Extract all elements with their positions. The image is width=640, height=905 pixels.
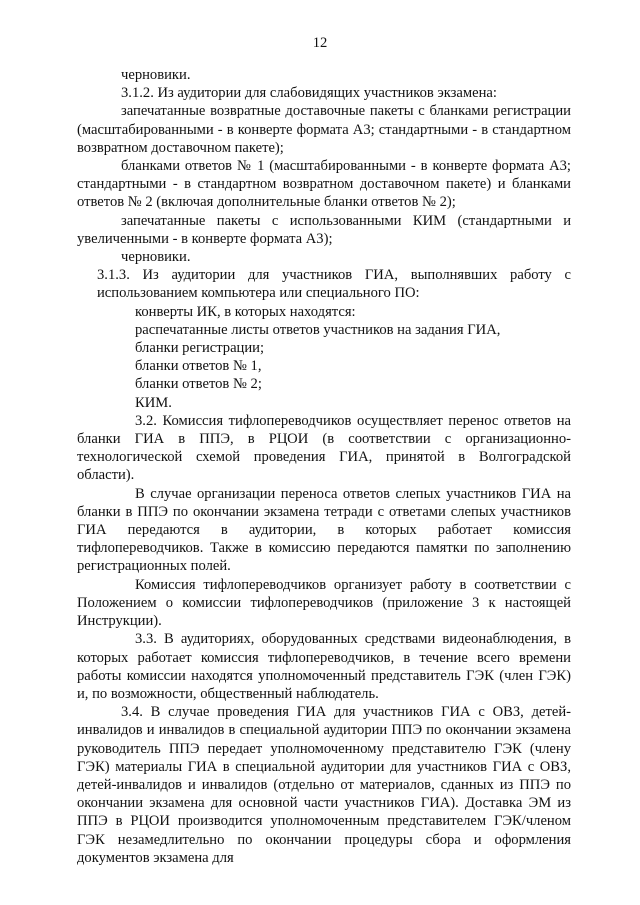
page-number: 12 xyxy=(312,35,328,51)
paragraph: бланки ответов № 2; xyxy=(135,376,262,393)
paragraph: запечатанные пакеты с использованными КИМ (стандартными и увеличенными - в конверте формата А3); xyxy=(77,212,571,247)
paragraph: бланки регистрации; xyxy=(135,340,265,357)
paragraph: запечатанные возвратные доставочные пакеты с бланками регистрации (масштабированными - в конверте формата А3; стандартными - в стандартном возвратном доставочном пакете); xyxy=(77,103,571,156)
paragraph: 3.2. Комиссия тифлопереводчиков осуществляет перенос ответов на бланки ГИА в ППЭ, в РЦОИ (в соответствии с организационно-технологической схемой проведения ГИА, принятой в Волгоградской области). xyxy=(77,412,571,484)
paragraph: 3.1.3. Из аудитории для участников ГИА, выполнявших работу с использованием компьютера или специального ПО: xyxy=(97,267,571,302)
paragraph: черновики. xyxy=(121,249,191,266)
paragraph: В случае организации переноса ответов слепых участников ГИА на бланки в ППЭ по окончании экзамена тетради с ответами слепых участников ГИА передаются в аудитории, в которых работает комиссия тифлопереводчиков. Также в комиссию передаются памятки по заполнению регистрационных полей. xyxy=(77,485,571,575)
paragraph: конверты ИК, в которых находятся: xyxy=(135,303,356,320)
paragraph: черновики. xyxy=(121,67,191,83)
paragraph: 3.4. В случае проведения ГИА для участников ГИА с ОВЗ, детей-инвалидов и инвалидов в специальной аудитории ППЭ по окончании экзамена руководитель ППЭ передает уполномоченному представителю ГЭК (члену ГЭК) материалы ГИА в специальной аудитории для участников ГИА с ОВЗ, детей-инвалидов и инвалидов (отдельно от материалов, сданных из ППЭ по окончании экзамена для основной части участников ГИА). Доставка ЭМ из ППЭ в РЦОИ производится уполномоченным представителем ГЭК/членом ГЭК незамедлительно по окончании процедуры сбора и оформления документов экзамена для xyxy=(77,704,571,866)
document-body xyxy=(77,66,571,867)
paragraph: 3.1.2. Из аудитории для слабовидящих участников экзамена: xyxy=(121,85,497,102)
paragraph: Комиссия тифлопереводчиков организует работу в соответствии с Положением о комиссии тифлопереводчиков (приложение 3 к настоящей Инструкции). xyxy=(77,576,571,630)
paragraph: бланками ответов № 1 (масштабированными - в конверте формата А3; стандартными - в стандартном возвратном доставочном пакете) и бланками ответов № 2 (включая дополнительные бланки ответов № 2); xyxy=(77,158,571,211)
paragraph: бланки ответов № 1, xyxy=(135,358,262,375)
paragraph: 3.3. В аудиториях, оборудованных средствами видеонаблюдения, в которых работает комиссия тифлопереводчиков, в течение всего времени работы комиссии находятся уполномоченный представитель ГЭК (член ГЭК) и, по возможности, общественный наблюдатель. xyxy=(77,631,571,702)
paragraph: распечатанные листы ответов участников на задания ГИА, xyxy=(135,321,501,338)
paragraph: КИМ. xyxy=(135,394,172,411)
